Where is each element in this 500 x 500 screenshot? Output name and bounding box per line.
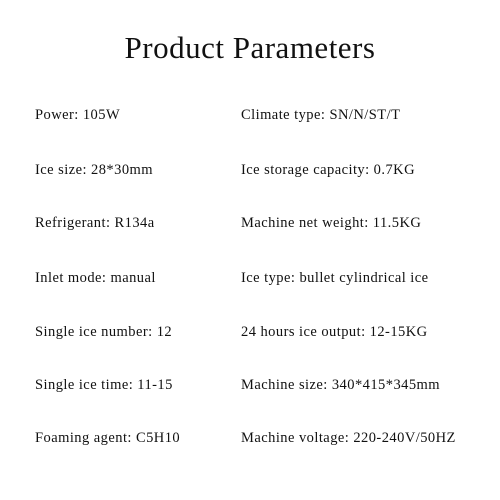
param-machine-voltage: Machine voltage: 220-240V/50HZ [241,430,456,446]
param-ice-size: Ice size: 28*30mm [35,162,153,178]
param-single-ice-number: Single ice number: 12 [35,324,173,340]
param-machine-net-weight: Machine net weight: 11.5KG [241,215,422,231]
param-ice-type: Ice type: bullet cylindrical ice [241,270,429,286]
page-title: Product Parameters [124,30,376,65]
param-ice-storage-capacity: Ice storage capacity: 0.7KG [241,162,415,178]
param-foaming-agent: Foaming agent: C5H10 [35,430,181,446]
param-climate-type: Climate type: SN/N/ST/T [241,107,401,123]
param-24h-ice-output: 24 hours ice output: 12-15KG [241,324,428,340]
param-inlet-mode: Inlet mode: manual [35,270,156,286]
param-power: Power: 105W [35,107,121,123]
param-machine-size: Machine size: 340*415*345mm [241,377,441,393]
param-single-ice-time: Single ice time: 11-15 [35,377,173,393]
param-refrigerant: Refrigerant: R134a [35,215,155,231]
